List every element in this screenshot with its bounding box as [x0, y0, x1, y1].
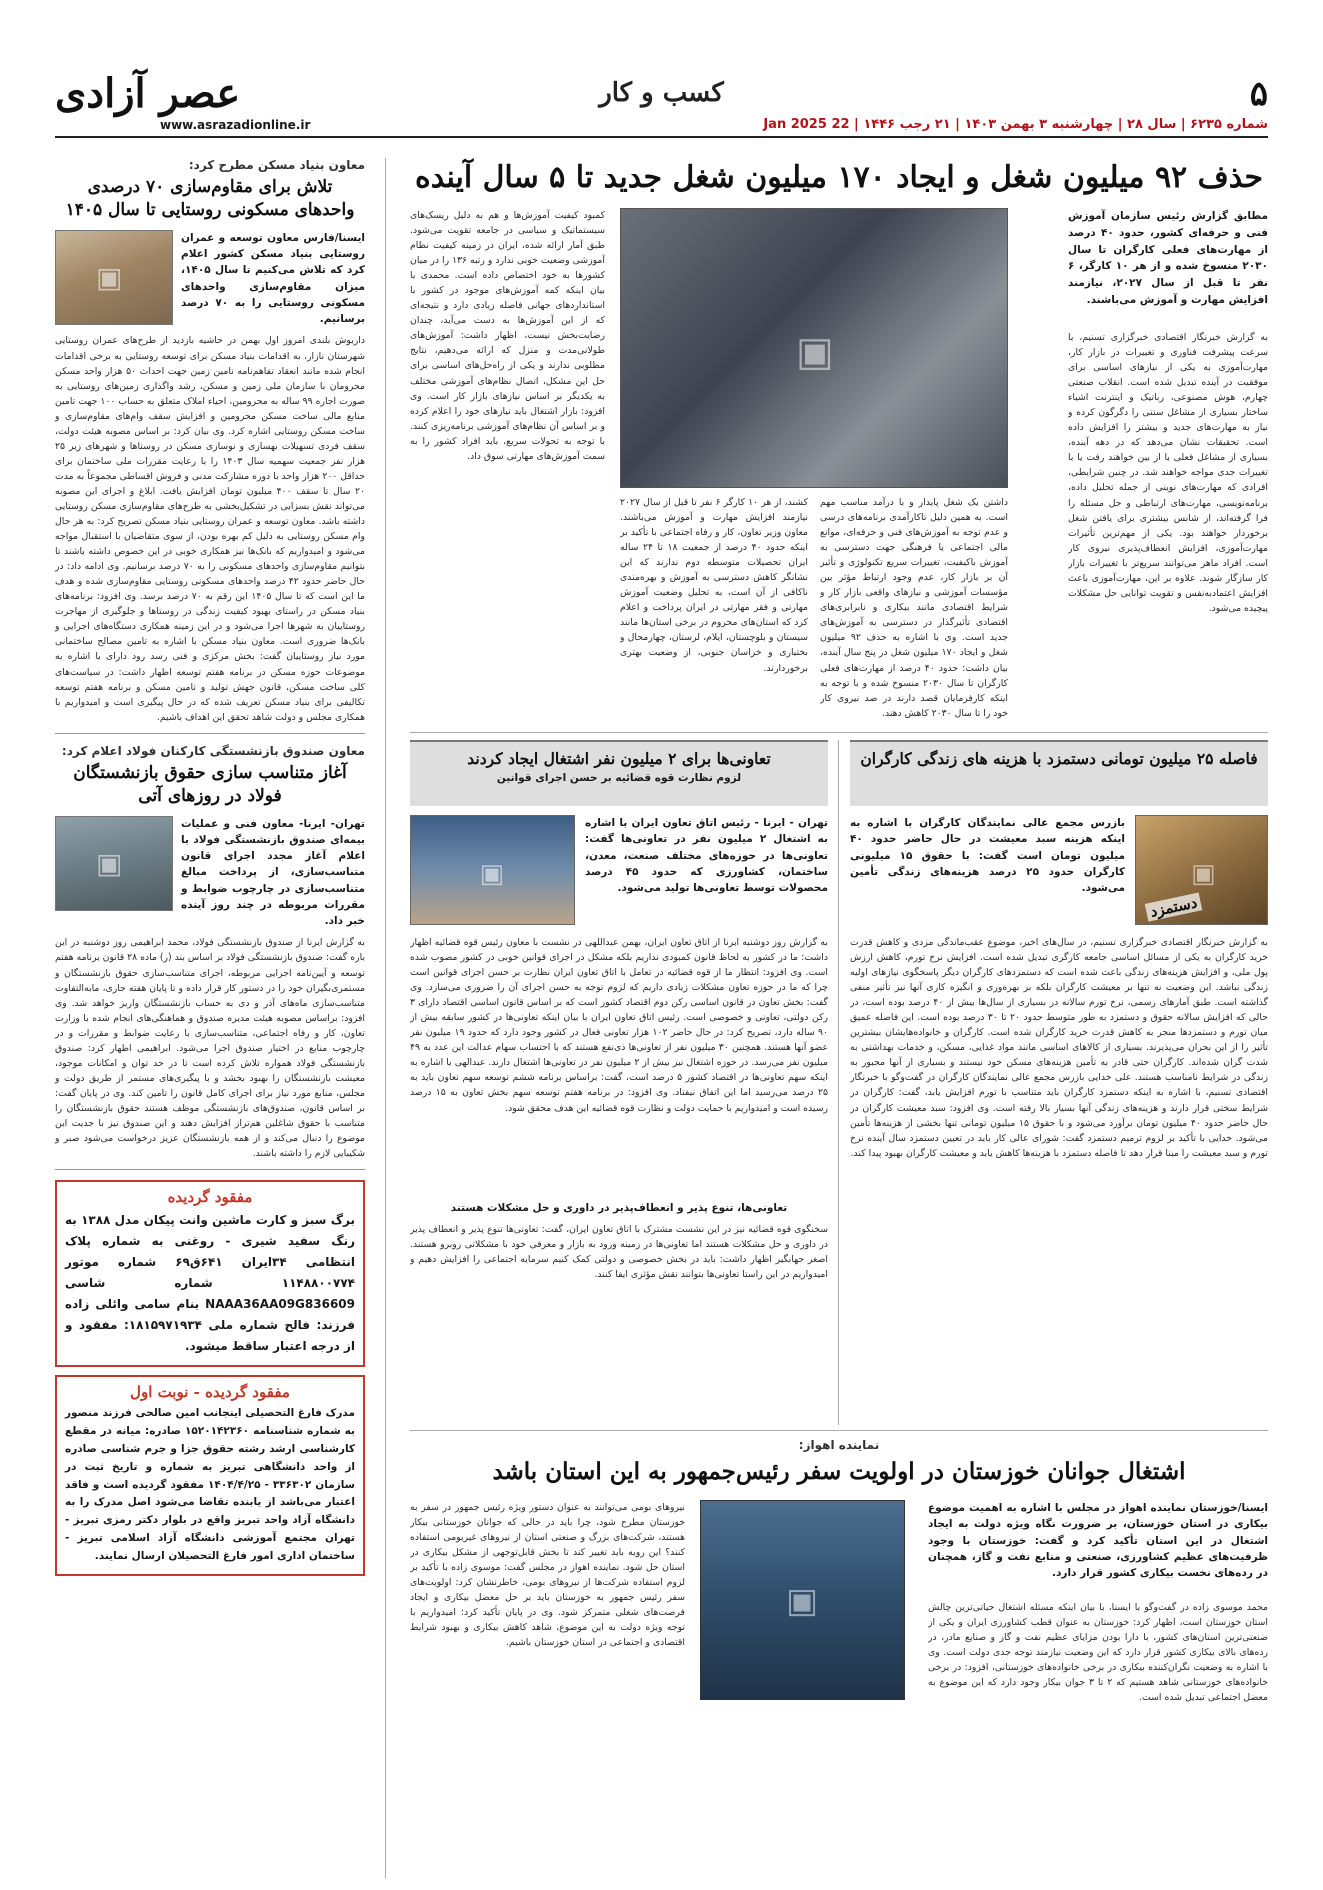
- column-divider: [385, 158, 386, 1878]
- cooperatives-body-2: سخنگوی قوه قضائیه نیز در این نشست مشترک با اتاق تعاون ایران، گفت: تعاونی‌ها تنوع پذیر و انعطاف پذیر در داوری و حل مشکلات هستند اما تعاونی‌ها در زمینه ورود به بازار و معرفی خود با مشکلاتی روبرو هستند. اصغر جهانگیر اظهار داشت: باید در بخش خصوصی و دولتی کمک کنیم سرمایه اجتماعی را افزایش دهیم و امیدواریم در این راستا تعاونی‌ها بتوانند نقش مؤثری ایفا کنند.: [410, 1224, 828, 1281]
- article-kicker: معاون صندوق بازنشستگی کارکنان فولاد اعلام کرد:: [61, 743, 365, 758]
- main-headline: حذف ۹۲ میلیون شغل و ایجاد ۱۷۰ میلیون شغل جدید تا ۵ سال آینده: [414, 160, 1264, 195]
- ad-body: مدرک فارغ التحصیلی اینجانب امین صالحی فرزند منصور به شماره شناسنامه ۱۵۲۰۱۴۲۳۶۰ صادره: میانه در مقطع کارشناسی ارشد رشته حقوق جزا و جرم شناسی صادره از واحد دانشگاهی تبریز به شماره و تاریخ ثبت در سازمان ۳۳۶۳۰۲ - ۱۴۰۴/۴/۲۵ مفقود گردیده است و فاقد اعتبار می‌باشد از یابنده تقاضا می‌شود اصل مدرک را به دانشگاه آزاد واحد تبریز واقع در بلوار دکتر رمزی تبریز - تهران مجتمع آموزشی دانشگاه آزاد اسلامی تبریز - ساختمان اداری امور فارغ التحصیلان ارسال نمایند.: [65, 1407, 356, 1562]
- wage-gap-lead: بازرس مجمع عالی نمایندگان کارگران با اشاره به اینکه هزینه سبد معیشت در حال حاضر حدود ۴۰ میلیون تومان است گفت: با حقوق ۱۵ میلیونی کارگران حدود ۲۵ درصد هزینه‌های زندگی تأمین می‌شود.: [850, 817, 1125, 895]
- article-lead: تهران- ایرنا- معاون فنی و عملیات بیمه‌ای صندوق بازنشستگی فولاد با اعلام آغاز مجدد اجرای قانون متناسب‌سازی، از پرداخت مبالغ متناسب‌سازی در چارچوب ضوابط و مقررات مربوطه در چند روز آینده خبر داد.: [181, 817, 365, 928]
- main-lead: مطابق گزارش رئیس سازمان آموزش فنی و حرفه‌ای کشور، حدود ۴۰ درصد از مهارت‌های فعلی کارگران تا سال ۲۰۳۰ منسوخ شده و از هر ۱۰ کارگر، ۶ نفر تا قبل از سال ۲۰۲۷، نیازمند افزایش مهارت و آموزش می‌باشند.: [1068, 210, 1268, 306]
- article-rural-housing: [55, 158, 365, 734]
- article-title: تعاونی‌ها برای ۲ میلیون نفر اشتغال ایجاد کردند: [467, 749, 771, 768]
- bottom-column-2: نیروهای بومی می‌توانند به عنوان دستور ویژه رئیس جمهور در سفر به خوزستان مطرح شود، چرا باید در حالی که جوانان خوزستانی بیکار هستند، شرکت‌های بزرگ و صنعتی استان از نیروهای غیربومی استفاده کنند؟ این رویه باید تغییر کند تا بخش قابل‌توجهی از مشکل بیکاری در استان حل شود. نماینده اهواز در مجلس گفت: موسوی زاده با تأکید بر لزوم استفاده شرکت‌ها از نیروهای بومی، خاطرنشان کرد: اولویت‌های سفر رئیس جمهور به خوزستان باید بر حل معضل بیکاری و ایجاد فرصت‌های شغلی متمرکز شود. وی در پایان تأکید کرد: امیدواریم با توجه ویژه دولت به این موضوع، شاهد کاهش بیکاری و بهبود شرایط اقتصادی و اجتماعی در استان خوزستان باشیم.: [410, 1502, 685, 1649]
- wage-photo: [1135, 815, 1268, 925]
- article-kicker: معاون بنیاد مسکن مطرح کرد:: [188, 158, 365, 172]
- cooperatives-lead: تهران - ایرنا - رئیس اتاق تعاون ایران با اشاره به اشتغال ۲ میلیون نفر در تعاونی‌ها گفت: تعاونی‌ها در حوزه‌های مختلف صنعت، معدن، ساختمان، کشاورزی که حدود ۴۵ درصد محصولات توسط تعاونی‌ها تولید می‌شود.: [585, 817, 828, 895]
- cooperatives-meeting-photo: [410, 815, 575, 925]
- bottom-kicker: نماینده اهواز:: [798, 1438, 880, 1452]
- cooperatives-header: [410, 740, 828, 806]
- classified-ad-lost-diploma: [55, 1375, 365, 1576]
- main-column-1: به گزارش خبرنگار اقتصادی خبرگزاری تسنیم، با سرعت پیشرفت فناوری و تغییرات در بازار کار، مهارت‌آموزی به یکی از نیازهای اساسی برای موفقیت در آینده تبدیل شده است. انقلاب صنعتی چهارم، هوش مصنوعی، رباتیک و اینترنت اشیاء ساختار بسیاری از مشاغل سنتی را دگرگون کرده و نیاز به مهارت‌های جدید و بیشتر را افزایش داده است. تحقیقات نشان می‌دهد که در دهه آینده، بسیاری از مشاغل فعلی یا از بین خواهند رفت یا با تغییرات جدی مواجه خواهند شد. در چنین شرایطی، افرادی که مهارت‌های نوینی از جمله تحلیل داده، برنامه‌نویسی، مهارت‌های ارتباطی و حل مسئله را فرا گرفته‌اند، از شانس بیشتری برای یافتن شغل برخوردار خواهند بود. یکی از مهم‌ترین تأثیرات مهارت‌آموزی، افزایش انعطاف‌پذیری نیروی کار است. افراد ماهر می‌توانند سریع‌تر با تغییرات بازار کار سازگار شوند. علاوه بر این، مهارت‌آموزی باعث افزایش اعتمادبه‌نفس و تقویت توانایی حل مشکلات پیچیده می‌شود.: [1068, 332, 1268, 614]
- article-body: داریوش بلندی امروز اول بهمن در حاشیه بازدید از طرح‌های عمران روستایی شهرستان نازار، به اقدامات بنیاد مسکن برای توسعه روستایی به برخی اقدامات انجام شده مانند انعقاد تفاهم‌نامه تامین زمین جهت احداث ۵۰ هزار واحد مسکن محرومان با سازمان ملی زمین و مسکن، رشد واگذاری زمین‌های روستایی به صورت اجاره ۹۹ ساله به محرومین، احیاء املاک متعلق به حساب ۱۰۰ جهت تامین منابع مالی ساخت مسکن محرومین و افزایش سقف وام‌های مقاوم‌سازی و ساخت مسکن روستایی اشاره کرد. وی بیان کرد: بر اساس مصوبه هیئت دولت، سقف فردی تسهیلات بهسازی و نوسازی مسکن در روستاها و شهرهای زیر ۲۵ هزار نفر جمعیت سهمیه سال ۱۴۰۳ را با رعایت مقررات ملی ساختمان برای حداقل ۲۰۰ هزار واحد با دوره مشارکت مدنی و فروش اقساطی مجموعاً به مدت ۲۰ سال تا سقف ۴۰۰ میلیون تومان افزایش یافت. ابلاغ و اجرای این مصوبه می‌تواند نقش بسزایی در تشکیل‌بخشی به طرح‌های مقاوم‌سازی مسکن روستایی داشته باشد. معاون توسعه و عمران روستایی بنیاد مسکن تصریح کرد: به هر حال وام مسکن روستایی به دلیل کم بهره بودن، از سوی متقاضیان با استقبال مواجه می‌شود و امیدواریم که بانک‌ها نیز همکاری خوبی در این خصوص داشته باشند تا بتوانیم مقاوم‌سازی واحدهای مسکونی را به ۷۰ درصد برسانیم. وی ادامه داد: در حال حاضر حدود ۴۲ درصد واحدهای مسکونی روستایی مقاوم‌سازی شده و هدف ما این است که تا سال ۱۴۰۵ این رقم به ۷۰ درصد برسد. وی افزود: برنامه‌های بنیاد مسکن در راستای بهبود کیفیت زندگی در روستاها و جلوگیری از مهاجرت روستاییان به شهرها اجرا می‌شود و در این زمینه همکاری دستگاه‌های اجرایی و بانک‌ها ضروری است. معاون بنیاد مسکن با اشاره به تامین مصالح ساختمانی مورد نیاز روستاییان گفت: بخش مرکزی و فنی رسد رود دارای یا اشاره به موضوعات حوزه مسکن در برنامه هفتم توسعه اظهار داشت: در سیاست‌های کلی ساخت مسکن، قانون جهش تولید و تامین مسکن و برنامه هفتم توسعه تکالیفی برای بنیاد مسکن تعریف شده که در حال پیگیری است و امیدواریم با همکاری مجلس و دولت شاهد تحقق این اهداف باشیم.: [55, 335, 366, 723]
- photo-icon: ▣: [1191, 859, 1216, 890]
- photo-icon: ▣: [796, 329, 834, 375]
- ad-body: برگ سبز و کارت ماشین وانت پیکان مدل ۱۳۸۸ به رنگ سفید شیری - روغنی به شماره پلاک انتظامی ۳۴ایران ۶۴۱ق۶۹ شماره موتور ۱۱۴۸۸۰۰۷۷۴ شماره شاسی NAAA36AA09G836609 بنام سامی وائلی زاده فرزند: فالح شماره ملی ۱۸۱۵۹۷۱۹۳۴: مفقود و از درجه اعتبار ساقط میشود.: [65, 1213, 355, 1354]
- wage-gap-header: [850, 740, 1268, 806]
- newspaper-logo: عصر آزادی: [55, 70, 241, 117]
- classified-ad-lost-vehicle: [55, 1180, 365, 1367]
- article-steel-pension: [55, 744, 365, 1170]
- section-divider: [410, 1430, 1268, 1431]
- wage-gap-body: به گزارش خبرنگار اقتصادی خبرگزاری تسنیم، در سال‌های اخیر، موضوع عقب‌ماندگی مزدی و کاهش قدرت خرید کارگران به یکی از مسائل اساسی جامعه کارگری تبدیل شده است. افزایش نرخ تورم، کاهش ارزش پول ملی، و افزایش هزینه‌های زندگی باعث شده است که دستمزدهای کارگران دیگر پاسخگوی نیازهای اولیه زندگی نباشد. این وضعیت نه تنها بر معیشت کارگران بلکه بر بهره‌وری و انگیزه کاری آنها نیز تأثیر منفی گذاشته است. طبق آمارهای رسمی، نرخ تورم سالانه در بسیاری از سال‌ها بیش از ۴۰ درصد بوده است، در حالی که افزایش سالانه حقوق و دستمزد به طور متوسط حدود ۲۰ تا ۳۰ درصد بوده است. این فاصله عمیق میان تورم و دستمزدها منجر به کاهش قدرت خرید کارگران شده است. کارگران و خانواده‌هایشان بیشترین تأثیر را از این بحران می‌پذیرند. بسیاری از کالاهای اساسی مانند مواد غذایی، مسکن، و خدمات بهداشتی به شدت گران شده‌اند. کارگران حتی قادر به تأمین هزینه‌های مسکن خود نیستند و بسیاری از آنها مجبور به زندگی در شرایط نامناسب هستند. علی خدایی بازرس مجمع عالی نمایندگان کارگران در گفت‌وگو با خبرنگار اقتصادی تسنیم، با اشاره به اینکه دستمزد کارگران باید متناسب با تورم افزایش یابد، گفت: کارگران در شرایط سختی قرار دارند و هزینه‌های زندگی آنها بسیار بالا رفته است. وی افزود: سبد معیشت کارگران در حال حاضر حدود ۴۰ میلیون تومان برآورد می‌شود و با حقوق ۱۵ میلیون تومانی تنها بخشی از هزینه‌ها تأمین می‌شود. خدایی با تأکید بر لزوم ترمیم دستمزد گفت: شورای عالی کار باید در تعیین دستمزد سال آینده نرخ تورم و سبد معیشت را مبنا قرار دهد تا فاصله دستمزد با هزینه‌ها کاهش یابد و معیشت کارگران بهبود پیدا کند.: [850, 937, 1268, 1159]
- masthead: [55, 70, 1268, 138]
- sidebar: [55, 158, 365, 1878]
- ad-title: مفقود گردیده: [167, 1188, 253, 1207]
- photo-icon: ▣: [479, 859, 505, 890]
- cooperatives-subhead: تعاونی‌ها، تنوع پذیر و انعطاف‌پذیر در داوری و حل مشکلات هستند: [450, 1202, 788, 1214]
- photo-icon: ▣: [96, 260, 123, 294]
- article-lead: ایسنا/فارس معاون توسعه و عمران روستایی بنیاد مسکن کشور اعلام کرد که تلاش می‌کنیم تا سال ۱۴۰۵، میزان مقاوم‌سازی واحدهای مسکونی روستایی را به ۷۰ درصد برسانیم.: [181, 231, 365, 326]
- ad-title: مفقود گردیده - نوبت اول: [130, 1383, 290, 1402]
- photo-stamp: دستمزد: [1145, 892, 1203, 921]
- main-photo-young-worker: [620, 208, 1008, 488]
- bottom-lead: ایسنا/خوزستان نماینده اهواز در مجلس با اشاره به اهمیت موضوع بیکاری در استان خوزستان، بر ضرورت نگاه ویژه دولت به ایجاد اشتغال در این استان تأکید کرد و گفت: خوزستان با وجود ظرفیت‌های عظیم کشاورزی، صنعتی و منابع نفت و گاز، همچنان در رده‌های نخست بیکاری کشور قرار دارد.: [928, 1502, 1268, 1580]
- bottom-headline: اشتغال جوانان خوزستان در اولویت سفر رئیس‌جمهور به این استان باشد: [492, 1458, 1186, 1485]
- article-title: فاصله ۲۵ میلیون تومانی دستمزد با هزینه های زندگی کارگران: [860, 749, 1258, 768]
- column-divider: [838, 740, 839, 1425]
- bottom-column-1: محمد موسوی زاده در گفت‌وگو با ایسنا، با بیان اینکه مسئله اشتغال حیاتی‌ترین چالش استان خوزستان است، اظهار کرد: خوزستان به عنوان قطب کشاورزی ایران و یکی از صنعتی‌ترین استان‌های کشور، با دارا بودن مزایای عظیم نفت و گاز و صنایع مادر، در رده‌های بالای بیکاری کشور قرار دارد که این وضعیت نیازمند توجه جدی دولت است. وی با اشاره به وضعیت نگران‌کننده بیکاری در برخی خانواده‌های خوزستانی، افزود: در برخی خانواده‌های خوزستانی شاهد هستیم که ۲ تا ۳ جوان بیکار وجود دارد که این موضوع به معضل اجتماعی تبدیل شده است.: [928, 1602, 1268, 1704]
- article-body: به گزارش ایرنا از صندوق بازنشستگی فولاد، محمد ابراهیمی روز دوشنبه در این باره گفت: صندوق بازنشستگی فولاد بر اساس بند (ر) ماده ۲۸ قانون برنامه هفتم توسعه و آیین‌نامه اجرایی مربوطه، اجرای متناسب‌سازی حقوق بازنشستگان و مستمری‌بگیران خود را در دستور کار قرار داده و تا پایان هفته جاری، مابه‌التفاوت متناسب‌سازی ماه‌های آذر و دی به حساب بازنشستگان واریز خواهد شد. وی افزود: براساس مصوبه هیئت مدیره صندوق و هماهنگی‌های انجام شده با وزارت تعاون، کار و رفاه اجتماعی، متناسب‌سازی با رعایت ضوابط و مقررات و در چارچوب منابع در اختیار صندوق اجرا می‌شود. ابراهیمی اظهار کرد: صندوق بازنشستگی فولاد همواره تلاش کرده است تا در حد توان و امکانات موجود، معیشت بازنشستگان را بهبود بخشد و با پیگیری‌های مستمر از طریق دولت و مجلس، منابع مورد نیاز برای اجرای کامل قانون را تامین کند. وی در پایان گفت: بر اساس قانون، صندوق‌های بازنشستگی موظف هستند حقوق بازنشستگان را متناسب با حقوق شاغلین هم‌تراز افزایش دهند و این صندوق نیز با جدیت این موضوع را دنبال می‌کند و از همه بازنشستگان عزیز درخواست می‌شود صبر و شکیبایی لازم را داشته باشند.: [55, 937, 365, 1160]
- section-title: کسب و کار: [599, 78, 724, 108]
- pensioners-photo: [55, 816, 173, 911]
- page-number: ۵: [1249, 74, 1268, 114]
- issue-line: شماره ۶۲۳۵ | سال ۲۸ | چهارشنبه ۳ بهمن ۱۴۰۳ | ۲۱ رجب ۱۴۴۶ | 22 Jan 2025: [763, 117, 1268, 132]
- mp-portrait-photo: [700, 1500, 905, 1700]
- rural-house-photo: [55, 230, 173, 325]
- photo-icon: ▣: [96, 846, 123, 880]
- section-divider: [410, 732, 1268, 733]
- website-link[interactable]: www.asrazadionline.ir: [160, 118, 311, 132]
- main-column-2: داشتن یک شغل پایدار و با درآمد مناسب مهم است. به همین دلیل تاکارآمدی برنامه‌های درسی و عدم توجه به آموزش‌های فنی و حرفه‌ای، موانع مالی اجتماعی یا فرهنگی جهت دسترسی به آموزش باکیفیت، تغییرات سریع تکنولوژی و تأثیر آن بر بازار کار، عدم وجود ارتباط مؤثر بین مؤسسات آموزشی و نیازهای واقعی بازار کار و شرایط اقتصادی مانند بیکاری و نابرابری‌های اقتصادی تأثیرگذار در دسترسی به آموزش‌های جدید است. وی با اشاره به حذف ۹۲ میلیون شغل و ایجاد ۱۷۰ میلیون شغل در پنج سال آینده، بیان داشت: حدود ۴۰ درصد از مهارت‌های فعلی کارگران تا سال ۲۰۳۰ منسوخ شده و با توجه به اینکه کارفرمایان قصد دارند در صد نیروی کار خود را تا سال ۲۰۳۰ کاهش دهند.: [820, 497, 1008, 719]
- photo-icon: ▣: [786, 1581, 819, 1621]
- article-title: آغاز متناسب سازی حقوق بازنشستگان فولاد در روزهای آتی: [73, 762, 347, 806]
- main-column-3: کشند، از هر ۱۰ کارگر ۶ نفر تا قبل از سال ۲۰۲۷ نیازمند افزایش مهارت و آموزش می‌باشند. معاون وزیر تعاون، کار و رفاه اجتماعی با تأکید بر اینکه حدود ۴۰ درصد از جمعیت ۱۸ تا ۲۴ ساله ایران تحصیلات متوسطه دوم ندارند که این نشانگر کاهش دسترسی به آموزش و بهره‌مندی ناکافی از آن است، به تحلیل وضعیت آموزش مهارتی و فقر مهارتی در ایران پرداخت و اعلام کرد که استان‌های محروم در برخی استان‌ها مانند سیستان و بلوچستان، ایلام، لرستان، چهارمحال و بختیاری و خراسان جنوبی، از وضعیت بهتری برخوردارند.: [620, 497, 808, 674]
- cooperatives-body: به گزارش روز دوشنبه ایرنا از اتاق تعاون ایران، بهمن عبداللهی در نشست با معاون رئیس قوه قضائیه اظهار داشت: ما در کشور به لحاظ قانون کمبودی نداریم بلکه مشکل در اجرای قوانین خوبی در کشور مصوب شده است. وی افزود: انتظار ما از قوه قضائیه در تعامل با اتاق تعاون ایران نظارت بر حسن اجرای قوانین است چرا که ما در حوزه تعاون مشکلات زیادی داریم که لزوم توجه به حسن اجرای آن را ضروری می‌سازد. وی گفت: بخش تعاون در قانون اساسی رکن دوم اقتصاد کشور است که بر اساس قانون اساسی اقتصاد دارای ۳ رکن دولتی، تعاونی و خصوصی است. رئیس اتاق تعاون ایران با بیان اینکه تعاونی‌ها در کشور سابقه بیش از ۹۰ ساله دارد، تصریح کرد: در حال حاضر ۱۰۲ هزار تعاونی فعال در کشور وجود دارد که حدود ۱۹ میلیون نفر عضو آنها هستند. همچنین ۳۰ میلیون نفر از تعاونی‌ها ذی‌نفع هستند که با احتساب سهام عدالت این عدد به ۴۹ میلیون نفر می‌رسد. در حوزه اشتغال نیز بیش از ۲ میلیون نفر در تعاونی‌ها اشتغال دارند. عبدالهی با اشاره به اینکه سهم تعاونی‌ها در اقتصاد کشور ۵ درصد است، گفت: براساس برنامه ششم توسعه سهم تعاون باید به ۲۵ درصد می‌رسید اما این اتفاق نیفتاد. وی افزود: در برنامه هفتم توسعه سهم بخش تعاون به ۱۵ درصد رسیده است و امیدواریم با حمایت دولت و نظارت قوه قضائیه این هدف محقق شود.: [410, 937, 828, 1114]
- article-kicker: لزوم نظارت قوه قضائیه بر حسن اجرای قوانین: [496, 771, 742, 784]
- article-title: تلاش برای مقاوم‌سازی ۷۰ درصدی واحدهای مسکونی روستایی تا سال ۱۴۰۵: [65, 177, 355, 220]
- main-column-4: کمبود کیفیت آموزش‌ها و هم به دلیل ریسک‌های سیستماتیک و سیاسی در جامعه تقویت می‌شود. طبق آمار ارائه شده، ایران در زمینه کیفیت نظام آموزشی وضعیت خوبی ندارد و رتبه ۱۳۶ را در میان کشورها به خود اختصاص داده است. محمدی با بیان اینکه کمه آموزش‌های موجود در کشور با استانداردهای جهانی فاصله زیادی دارد و نتیجه‌ای که از این آموزش‌ها به دست می‌آید، چندان رضایت‌بخش نیست، اظهار داشت: آموزش‌های طولانی‌مدت و منزل که ارائه می‌دهیم، نتایج مطلوبی ندارند و یکی از راه‌حل‌های اساسی برای حل این مشکل، اتصال نظام‌های آموزشی مختلف به یکدیگر بر اساس نیازهای بازار کار است. وی افزود: بازار اشتغال باید نیازهای خود را اعلام کرده و بر اساس آن نظام‌های آموزشی برنامه‌ریزی کنند. با توجه به تحولات سریع، باید افراد کشور را به سمت آموزش‌های مهارتی سوق داد.: [410, 210, 605, 462]
